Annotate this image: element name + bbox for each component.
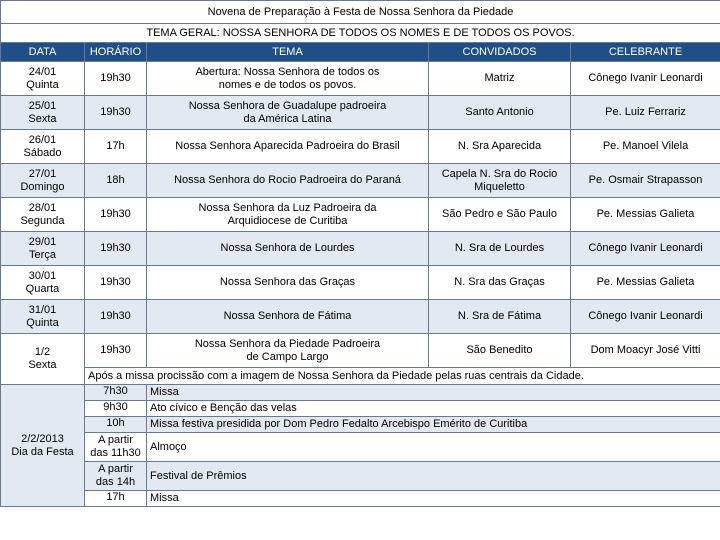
festival-time-cell <box>85 417 147 433</box>
theme-cell <box>147 300 429 334</box>
theme-line: Nossa Senhora da Luz Padroeira da <box>198 201 377 214</box>
festival-event-cell: Almoço <box>147 433 720 462</box>
guests-cell <box>429 198 571 232</box>
celebrant-cell: Pe. Manoel Vilela <box>571 130 720 164</box>
festival-time-line: 10h <box>106 417 125 429</box>
time-cell: 19h30 <box>85 334 147 368</box>
theme-line: da América Latina <box>243 112 332 125</box>
date-value: 1/2 <box>34 346 51 358</box>
festival-event-cell: Festival de Prêmios <box>147 462 720 491</box>
guest-line: São Benedito <box>466 344 533 356</box>
date-value: 28/01 <box>28 201 57 214</box>
header-celebrante: CELEBRANTE <box>571 43 720 62</box>
theme-line: Nossa Senhora de Lourdes <box>220 242 355 254</box>
theme-line: de Campo Largo <box>246 350 329 363</box>
schedule-row <box>1 266 720 300</box>
festival-event-cell: Missa <box>147 385 720 401</box>
header-row <box>1 43 720 62</box>
theme-cell <box>147 334 429 368</box>
schedule-row <box>1 164 720 198</box>
guests-cell <box>429 96 571 130</box>
header-horario: HORÁRIO <box>85 43 147 62</box>
festival-time-line: A partir <box>98 463 133 475</box>
date-cell <box>1 334 85 385</box>
date-value: 30/01 <box>28 269 57 282</box>
theme-cell <box>147 96 429 130</box>
date-value: 25/01 <box>28 99 57 112</box>
date-value: 27/01 <box>28 167 57 180</box>
guests-cell <box>429 232 571 266</box>
festival-time-line: A partir <box>98 434 133 446</box>
festival-date: 2/2/2013 <box>21 432 64 445</box>
date-cell <box>1 164 85 198</box>
festival-event-cell: Missa festiva presidida por Dom Pedro Fedalto Arcebispo Emérito de Curitiba <box>147 417 720 433</box>
guest-line: N. Sra de Lourdes <box>454 242 545 254</box>
festival-time-cell <box>85 462 147 491</box>
time-cell: 19h30 <box>85 198 147 232</box>
festival-time-line: 7h30 <box>103 385 128 397</box>
page-title: Novena de Preparação à Festa de Nossa Senhora da Piedade <box>1 1 720 24</box>
guests-cell <box>429 300 571 334</box>
date-value: 24/01 <box>28 65 57 78</box>
general-theme: TEMA GERAL: NOSSA SENHORA DE TODOS OS NOMES E DE TODOS OS POVOS. <box>1 24 720 43</box>
festival-time-line: 9h30 <box>103 401 128 413</box>
festival-event-row <box>1 417 720 433</box>
guest-line: Capela N. Sra do Rocio <box>441 167 558 180</box>
date-value: 31/01 <box>28 303 57 316</box>
theme-line: Arquidiocese de Curitiba <box>227 214 348 227</box>
celebrant-cell: Pe. Luiz Ferrariz <box>571 96 720 130</box>
festival-event-cell: Ato cívico e Benção das velas <box>147 401 720 417</box>
time-cell: 17h <box>85 130 147 164</box>
theme-cell <box>147 164 429 198</box>
theme-line: Abertura: Nossa Senhora de todos os <box>195 65 380 78</box>
guests-cell <box>429 62 571 96</box>
procession-note: Após a missa procissão com a imagem de Nossa Senhora da Piedade pelas ruas centrais da Cidade. <box>85 368 720 385</box>
date-cell <box>1 232 85 266</box>
guest-line: N. Sra Aparecida <box>457 140 542 152</box>
festival-time-cell <box>85 385 147 401</box>
date-cell <box>1 62 85 96</box>
guest-line: Santo Antonio <box>465 106 534 118</box>
weekday-value: Quinta <box>26 316 59 329</box>
theme-cell <box>147 266 429 300</box>
theme-line: Nossa Senhora das Graças <box>219 276 356 288</box>
theme-line: Nossa Senhora de Fátima <box>223 310 352 322</box>
time-cell: 19h30 <box>85 96 147 130</box>
theme-line: Nossa Senhora do Rocio Padroeira do Paraná <box>174 174 401 186</box>
festival-time-line: das 11h30 <box>90 447 141 459</box>
time-cell: 19h30 <box>85 266 147 300</box>
festival-label: Dia da Festa <box>11 445 74 458</box>
guest-line: Miqueletto <box>474 180 525 193</box>
date-value: 29/01 <box>28 235 57 248</box>
time-cell: 19h30 <box>85 300 147 334</box>
time-cell: 19h30 <box>85 232 147 266</box>
title-row <box>1 1 720 24</box>
weekday-value: Domingo <box>20 180 65 193</box>
celebrant-cell: Pe. Messias Galieta <box>571 266 720 300</box>
theme-line: Nossa Senhora da Piedade Padroeira <box>194 337 381 350</box>
date-cell <box>1 300 85 334</box>
celebrant-cell: Dom Moacyr José Vitti <box>571 334 720 368</box>
festival-event-cell: Missa <box>147 491 720 507</box>
theme-cell <box>147 62 429 96</box>
weekday-value: Sexta <box>28 359 57 371</box>
festival-event-row <box>1 433 720 462</box>
theme-line: nomes e de todos os povos. <box>218 78 357 91</box>
header-tema: TEMA <box>147 43 429 62</box>
weekday-value: Quinta <box>26 78 59 91</box>
schedule-row <box>1 300 720 334</box>
guest-line: São Pedro e São Paulo <box>442 208 557 220</box>
date-cell <box>1 130 85 164</box>
guests-cell <box>429 130 571 164</box>
schedule-row <box>1 198 720 232</box>
header-data: DATA <box>1 43 85 62</box>
theme-line: Nossa Senhora Aparecida Padroeira do Brasil <box>175 140 400 152</box>
schedule-row <box>1 96 720 130</box>
celebrant-cell: Pe. Messias Galieta <box>571 198 720 232</box>
festival-time-cell <box>85 401 147 417</box>
celebrant-cell: Cônego Ivanir Leonardi <box>571 300 720 334</box>
weekday-value: Segunda <box>20 214 65 227</box>
festival-date-cell <box>1 385 85 507</box>
procession-note-row <box>1 368 720 385</box>
date-cell <box>1 198 85 232</box>
guests-cell <box>429 164 571 198</box>
theme-cell <box>147 198 429 232</box>
schedule-row <box>1 130 720 164</box>
guest-line: N. Sra de Fátima <box>457 310 542 322</box>
weekday-value: Sexta <box>28 112 57 125</box>
theme-cell <box>147 232 429 266</box>
date-cell <box>1 96 85 130</box>
festival-event-row <box>1 491 720 507</box>
festival-event-row <box>1 385 720 401</box>
weekday-value: Terça <box>29 248 56 261</box>
theme-line: Nossa Senhora de Guadalupe padroeira <box>188 99 387 112</box>
guest-line: Matriz <box>484 72 515 84</box>
guests-cell <box>429 334 571 368</box>
date-value: 26/01 <box>28 133 57 146</box>
celebrant-cell: Cônego Ivanir Leonardi <box>571 62 720 96</box>
festival-time-cell <box>85 433 147 462</box>
theme-cell <box>147 130 429 164</box>
festival-time-line: 17h <box>106 491 125 503</box>
time-cell: 18h <box>85 164 147 198</box>
schedule-row <box>1 232 720 266</box>
festival-time-line: das 14h <box>95 476 136 488</box>
celebrant-cell: Cônego Ivanir Leonardi <box>571 232 720 266</box>
festival-event-row <box>1 401 720 417</box>
header-convidados: CONVIDADOS <box>429 43 571 62</box>
guest-line: N. Sra das Graças <box>454 276 545 288</box>
guests-cell <box>429 266 571 300</box>
celebrant-cell: Pe. Osmair Strapasson <box>571 164 720 198</box>
festival-event-row <box>1 462 720 491</box>
schedule-row <box>1 62 720 96</box>
festival-time-cell <box>85 491 147 507</box>
weekday-value: Quarta <box>25 282 60 295</box>
subtitle-row <box>1 24 720 43</box>
schedule-row <box>1 334 720 368</box>
date-cell <box>1 266 85 300</box>
weekday-value: Sábado <box>23 146 62 159</box>
time-cell: 19h30 <box>85 62 147 96</box>
